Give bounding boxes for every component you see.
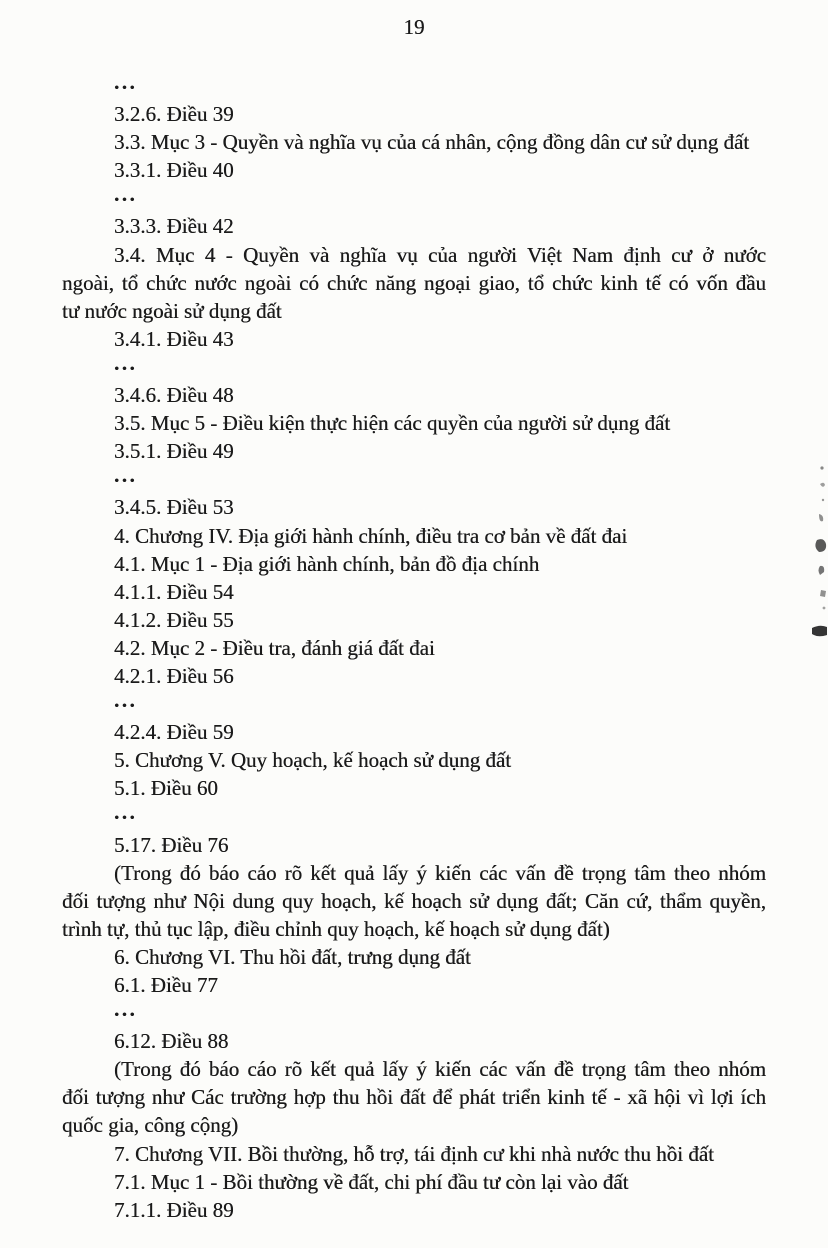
toc-item: 4. Chương IV. Địa giới hành chính, điều tra cơ bản về đất đai (114, 523, 628, 548)
toc-item: 7.1. Mục 1 - Bồi thường về đất, chi phí đầu tư còn lại vào đất (114, 1169, 629, 1194)
toc-note-line: quốc gia, công cộng) (62, 1113, 239, 1138)
toc-item: 4.2.4. Điều 59 (114, 720, 234, 745)
toc-item: 5. Chương V. Quy hoạch, kế hoạch sử dụng đất (114, 748, 512, 773)
toc-item: 3.4.1. Điều 43 (114, 326, 234, 351)
toc-item: 3.5.1. Điều 49 (114, 439, 234, 464)
toc-item: 3.4.5. Điều 53 (114, 495, 234, 520)
toc-note-paragraph (62, 241, 766, 325)
toc-item: 5.17. Điều 76 (114, 832, 229, 857)
toc-note-paragraph (62, 859, 766, 943)
toc-note-line: (Trong đó báo cáo rõ kết quả lấy ý kiến các vấn đề trọng tâm theo nhóm (114, 1057, 766, 1082)
ink-smudge-marks-icon (808, 448, 828, 663)
toc-ellipsis: ... (114, 688, 138, 713)
toc-item: 4.1.1. Điều 54 (114, 579, 234, 604)
toc-item: 3.3. Mục 3 - Quyền và nghĩa vụ của cá nhân, cộng đồng dân cư sử dụng đất (114, 130, 750, 155)
toc-note-line: ngoài, tổ chức nước ngoài có chức năng ngoại giao, tổ chức kinh tế có vốn đầu (62, 270, 766, 295)
toc-ellipsis: ... (114, 182, 138, 207)
toc-item: 6. Chương VI. Thu hồi đất, trưng dụng đất (114, 944, 471, 969)
toc-item: 3.2.6. Điều 39 (114, 102, 234, 127)
toc-item: 5.1. Điều 60 (114, 776, 218, 801)
toc-item: 4.2. Mục 2 - Điều tra, đánh giá đất đai (114, 635, 435, 660)
toc-note-paragraph (62, 1055, 766, 1139)
toc-note-line: tư nước ngoài sử dụng đất (62, 298, 282, 323)
toc-item: 6.1. Điều 77 (114, 973, 218, 997)
toc-note-line: 3.4. Mục 4 - Quyền và nghĩa vụ của người Việt Nam định cư ở nước (114, 242, 766, 267)
toc-item: 3.5. Mục 5 - Điều kiện thực hiện các quyền của người sử dụng đất (114, 411, 671, 436)
toc-note-line: trình tự, thủ tục lập, điều chỉnh quy hoạch, kế hoạch sử dụng đất) (62, 916, 610, 941)
toc-item: 7. Chương VII. Bồi thường, hỗ trợ, tái định cư khi nhà nước thu hồi đất (114, 1141, 714, 1166)
toc-item: 3.3.3. Điều 42 (114, 214, 234, 239)
toc-item: 4.1. Mục 1 - Địa giới hành chính, bản đồ địa chính (114, 551, 540, 576)
toc-note-line: đối tượng như Nội dung quy hoạch, kế hoạch sử dụng đất; Căn cứ, thẩm quyền, (62, 888, 766, 913)
toc-item: 3.3.1. Điều 40 (114, 158, 234, 183)
toc-ellipsis: ... (114, 800, 138, 825)
toc-item: 7.1.1. Điều 89 (114, 1197, 234, 1222)
page-number: 19 (403, 15, 425, 39)
toc-ellipsis: ... (114, 70, 138, 94)
toc-ellipsis: ... (114, 997, 138, 1022)
toc-item: 4.2.1. Điều 56 (114, 663, 234, 688)
toc-item: 4.1.2. Điều 55 (114, 607, 234, 632)
toc-lines (62, 72, 766, 1224)
toc-note-line: đối tượng như Các trường hợp thu hồi đất để phát triển kinh tế - xã hội vì lợi ích (62, 1085, 766, 1110)
toc-note-line: (Trong đó báo cáo rõ kết quả lấy ý kiến các vấn đề trọng tâm theo nhóm (114, 860, 766, 885)
toc-item: 3.4.6. Điều 48 (114, 383, 234, 408)
toc-item: 6.12. Điều 88 (114, 1029, 229, 1054)
toc-ellipsis: ... (114, 350, 138, 375)
toc-ellipsis: ... (114, 463, 138, 488)
